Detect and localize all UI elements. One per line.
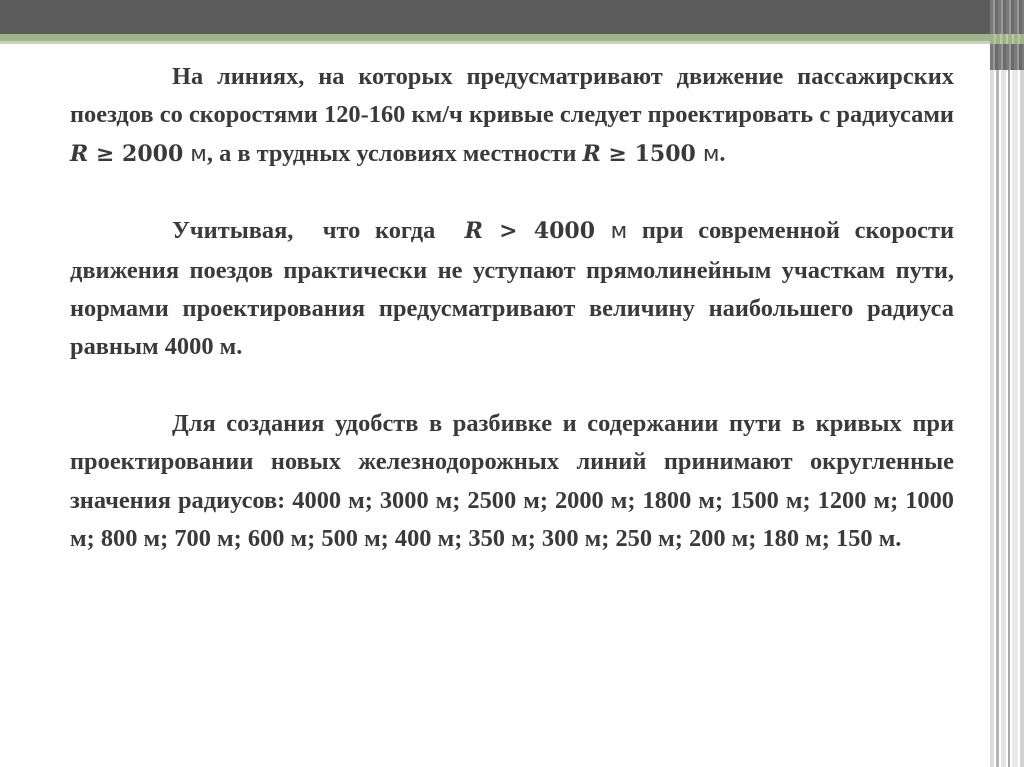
paragraph-max-radius <box>70 212 954 367</box>
paragraph-rounded-radii <box>70 405 954 559</box>
spacer <box>70 174 954 212</box>
slide-body <box>70 58 954 558</box>
accent-stripe <box>0 34 990 41</box>
paragraph-text: . <box>719 139 726 167</box>
paragraph-text: На линиях, на которых предусматривают движение пассажирских поездов со скоростями 120-160 км/ч кривые следует проектировать с радиусами <box>70 63 954 129</box>
accent-stripe-light <box>0 41 990 44</box>
formula-radius-max <box>465 218 595 244</box>
paragraph-text: при современной скорости движения поездов практически не уступают прямолинейным участкам пути, нормами проектирования предусматривают величину наибольшего радиуса равным 4000 м. <box>70 217 954 361</box>
formula-variable: R <box>582 140 601 167</box>
right-decoration-accent <box>990 34 1024 44</box>
right-decoration <box>990 0 1024 767</box>
paragraph-curve-radius <box>70 58 954 174</box>
formula-unit: м <box>595 219 628 245</box>
decor-bar <box>1020 0 1024 767</box>
header-bar <box>0 0 1024 34</box>
formula-relation: > 4000 <box>482 218 596 245</box>
decor-bar <box>990 0 994 767</box>
formula-radius-difficult <box>583 141 696 167</box>
decor-bar <box>996 0 999 767</box>
formula-variable: R <box>70 140 89 167</box>
formula-relation: ≥ 1500 <box>600 140 696 167</box>
paragraph-text: Для создания удобств в разбивке и содержании пути в кривых при проектировании новых железнодорожных линий принимают округленные значения радиусов: 4000 м; 3000 м; 2500 м; 2000 м; 1800 м; 1500 м; 1200 м; 1000 м; 800 м; 700 м; 600 м; 500 м; 400 м; 350 м; 300 м; 250 м; 200 м; 180 м; 150 м. <box>70 409 954 553</box>
paragraph-text: , а в трудных условиях местности <box>206 139 583 167</box>
formula-unit: м <box>183 141 207 167</box>
formula-unit: м <box>695 141 720 167</box>
formula-relation: ≥ 2000 <box>88 140 184 167</box>
decor-bar <box>1012 0 1018 767</box>
decor-bar <box>1008 0 1010 767</box>
spacer <box>70 367 954 405</box>
formula-radius-min <box>70 141 183 167</box>
decor-bar <box>1001 0 1006 767</box>
paragraph-text: Учитывая, что когда <box>172 217 465 245</box>
formula-variable: R <box>464 218 483 245</box>
